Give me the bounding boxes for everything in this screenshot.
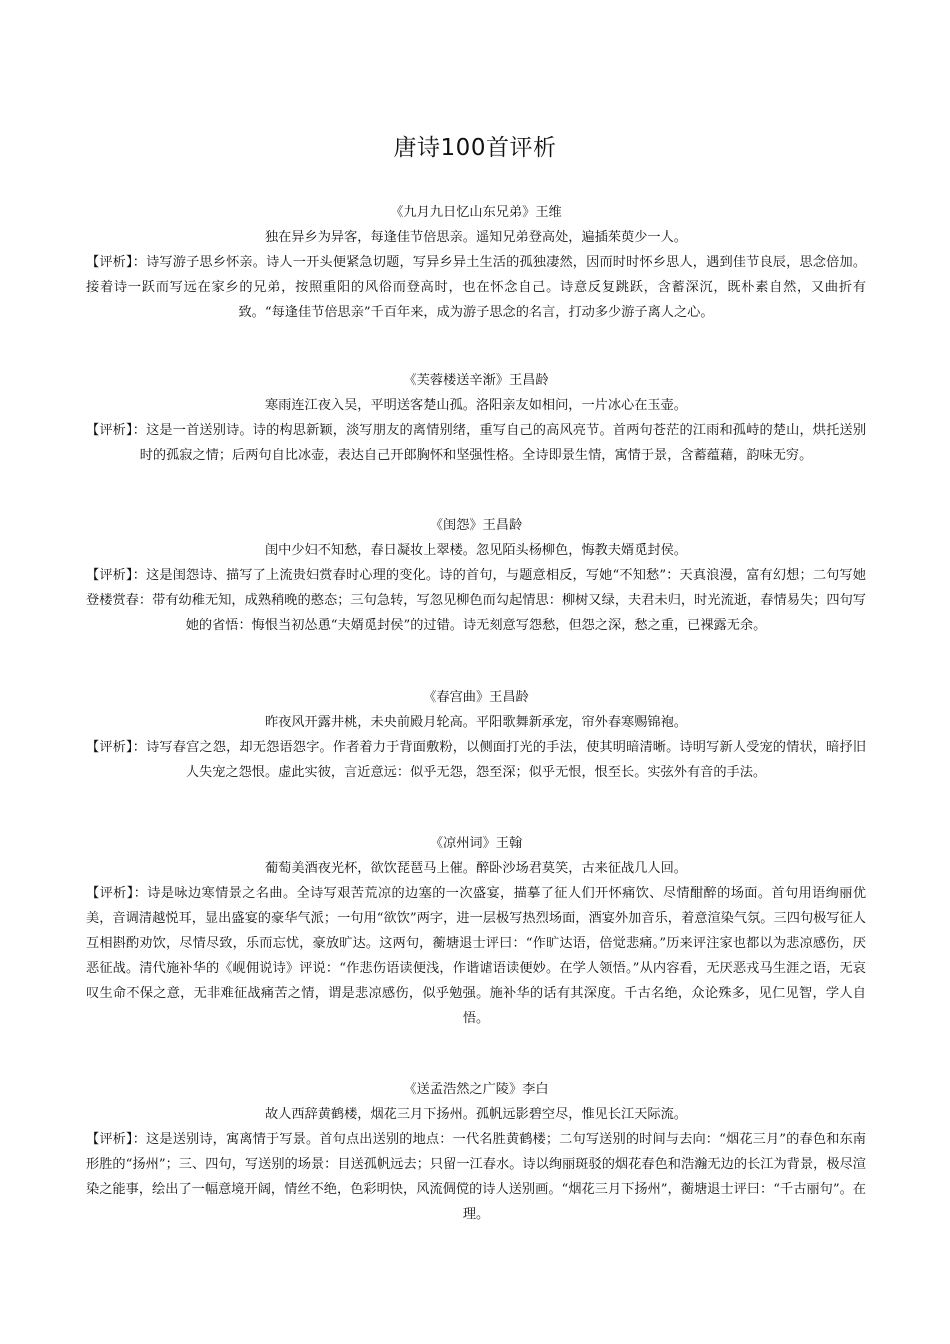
poem-heading: 《九月九日忆山东兄弟》王维 [390, 205, 562, 220]
commentary-text: ：诗写游子思乡怀亲。诗人一开头便紧急切题，写异乡异土生活的孤独凄然，因而时时怀乡思人，遇到佳节良辰，思念倍加。接着诗一跃而写远在家乡的兄弟，按照重阳的风俗而登高时，也在怀念自己。诗意反复跳跃，含蓄深沉，既朴素自然，又曲折有致。“每逢佳节倍思亲”千百年来，成为游子思念的名言，打动多少游子离人之心。 [86, 255, 867, 320]
commentary-text: ：这是闺怨诗、描写了上流贵妇赏春时心理的变化。诗的首句，与题意相反，写她“不知愁”：天真浪漫，富有幻想；二句写她登楼赏春：带有幼稚无知，成熟稍晚的憨态；三句急转，写忽见柳色而勾起情思：柳树又绿，夫君未归，时光流逝，春情易失；四句写她的省悟：悔恨当初怂恿“夫婿觅封侯”的过错。诗无刻意写怨愁，但怨之深，愁之重，已裸露无余。 [86, 568, 866, 633]
commentary [86, 250, 866, 325]
poem-heading: 《春宫曲》王昌龄 [423, 690, 529, 705]
commentary-text: ：诗写春宫之怨，却无怨语怨字。作者着力于背面敷粉，以侧面打光的手法，使其明暗清晰。诗明写新人受宠的情状，暗抒旧人失宠之怨恨。虚此实彼，言近意远：似乎无怨，怨至深；似乎无恨，恨至长。实弦外有音的手法。 [132, 740, 867, 780]
poem-heading: 《凉州词》王翰 [429, 836, 523, 851]
poem-text: 闺中少妇不知愁，春日凝妆上翠楼。忽见陌头杨柳色，悔教夫婿觅封侯。 [265, 543, 687, 558]
commentary-text: ：诗是咏边寒情景之名曲。全诗写艰苦荒凉的边塞的一次盛宴，描摹了征人们开怀痛饮、尽情酣醉的场面。首句用语绚丽优美，音调清越悦耳，显出盛宴的豪华气派；一句用“欲饮”两字，进一层极写热烈场面，酒宴外加音乐，着意渲染气氛。三四句极写征人互相斟酌劝饮，尽情尽致，乐而忘忧，豪放旷达。这两句，蘅塘退士评曰：“作旷达语，倍觉悲痛。”历来评注家也都以为悲凉感伤，厌恶征战。清代施补华的《岘佣说诗》评说：“作悲伤语读便浅，作谐谑语读便妙。在学人领悟。”从内容看，无厌恶戎马生涯之语，无哀叹生命不保之意，无非难征战痛苦之情，谓是悲凉感伤，似乎勉强。施补华的话有其深度。千古名绝，众论殊多，见仁见智，学人自悟。 [86, 886, 867, 1026]
poem-section [86, 831, 866, 1031]
poem-heading: 《闺怨》王昌龄 [429, 518, 523, 533]
commentary-label: 【评析】 [86, 886, 134, 901]
poem-text: 昨夜风开露井桃，未央前殿月轮高。平阳歌舞新承宠，帘外春寒赐锦袍。 [265, 715, 687, 730]
poem-section [86, 1077, 866, 1227]
commentary [86, 563, 866, 638]
poem-text: 故人西辞黄鹤楼，烟花三月下扬州。孤帆远影碧空尽，惟见长江天际流。 [265, 1107, 687, 1122]
poem-text: 寒雨连江夜入吴，平明送客楚山孤。洛阳亲友如相问，一片冰心在玉壶。 [265, 398, 687, 413]
commentary-text: ：这是一首送别诗。诗的构思新颖，淡写朋友的离情别绪，重写自己的高风亮节。首两句苍茫的江雨和孤峙的楚山，烘托送别时的孤寂之情；后两句自比冰壶，表达自己开郎胸怀和坚强性格。全诗即景生情，寓情于景，含蓄蕴藉，韵味无穷。 [132, 423, 867, 463]
poem-text: 独在异乡为异客，每逢佳节倍思亲。遥知兄弟登高处，遍插茱萸少一人。 [265, 230, 687, 245]
commentary [86, 1127, 866, 1227]
poem-heading: 《送孟浩然之广陵》李白 [403, 1082, 549, 1097]
commentary-label: 【评析】 [86, 1132, 133, 1147]
commentary-label: 【评析】 [86, 255, 133, 270]
commentary-label: 【评析】 [86, 423, 133, 438]
commentary [86, 881, 866, 1031]
poem-section [86, 200, 866, 325]
poem-section [86, 368, 866, 468]
poem-section [86, 685, 866, 785]
commentary [86, 418, 866, 468]
poem-text: 葡萄美酒夜光杯，欲饮琵琶马上催。醉卧沙场君莫笑，古来征战几人回。 [265, 861, 687, 876]
poem-heading: 《芙蓉楼送辛渐》王昌龄 [403, 373, 549, 388]
document-title: 唐诗100首评析 [393, 135, 557, 161]
commentary-label: 【评析】 [86, 568, 133, 583]
commentary [86, 735, 866, 785]
commentary-text: ：这是送别诗，寓离情于写景。首句点出送别的地点：一代名胜黄鹤楼；二句写送别的时间与去向：“烟花三月”的春色和东南形胜的“扬州”；三、四句，写送别的场景：目送孤帆远去；只留一江春水。诗以绚丽斑驳的烟花春色和浩瀚无边的长江为背景，极尽渲染之能事，绘出了一幅意境开阔，情丝不绝，色彩明快，风流倜傥的诗人送别画。“烟花三月下扬州”，蘅塘退士评曰：“千古丽句”。在理。 [86, 1132, 866, 1222]
poem-section [86, 513, 866, 638]
commentary-label: 【评析】 [86, 740, 133, 755]
